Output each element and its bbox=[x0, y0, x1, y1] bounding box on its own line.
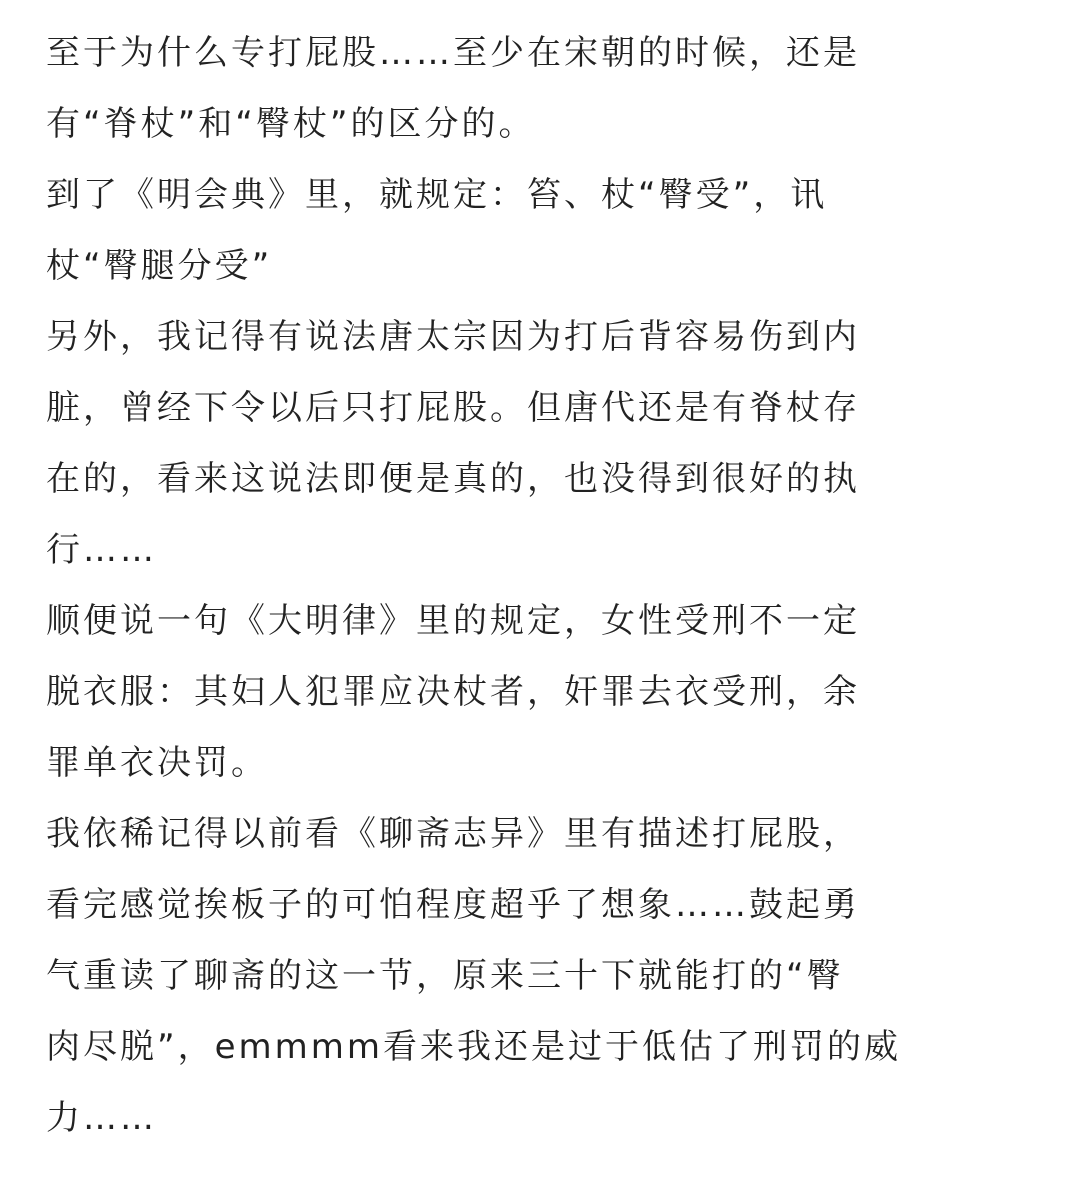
text-line: 肉尽脱”，emmmm看来我还是过于低估了刑罚的威 bbox=[46, 1027, 902, 1067]
text-line: 另外，我记得有说法唐太宗因为打后背容易伤到内 bbox=[46, 317, 860, 357]
text-line: 到了《明会典》里，就规定：笞、杖“臀受”，讯 bbox=[46, 175, 828, 215]
text-line: 罪单衣决罚。 bbox=[46, 743, 268, 783]
text-line: 我依稀记得以前看《聊斋志异》里有描述打屁股， bbox=[46, 814, 860, 854]
text-line: 至于为什么专打屁股……至少在宋朝的时候，还是 bbox=[46, 33, 860, 73]
text-line: 有“脊杖”和“臀杖”的区分的。 bbox=[46, 104, 536, 144]
text-line: 气重读了聊斋的这一节，原来三十下就能打的“臀 bbox=[46, 956, 844, 996]
text-line: 脱衣服：其妇人犯罪应决杖者，奸罪去衣受刑，余 bbox=[46, 672, 860, 712]
text-line: 力…… bbox=[46, 1098, 157, 1138]
text-line: 顺便说一句《大明律》里的规定，女性受刑不一定 bbox=[46, 601, 860, 641]
text-line: 杖“臀腿分受” bbox=[46, 246, 273, 286]
text-line: 在的，看来这说法即便是真的，也没得到很好的执 bbox=[46, 459, 860, 499]
text-body bbox=[46, 18, 1036, 1154]
text-line: 行…… bbox=[46, 530, 157, 570]
text-line: 脏，曾经下令以后只打屁股。但唐代还是有脊杖存 bbox=[46, 388, 860, 428]
text-line: 看完感觉挨板子的可怕程度超乎了想象……鼓起勇 bbox=[46, 885, 860, 925]
